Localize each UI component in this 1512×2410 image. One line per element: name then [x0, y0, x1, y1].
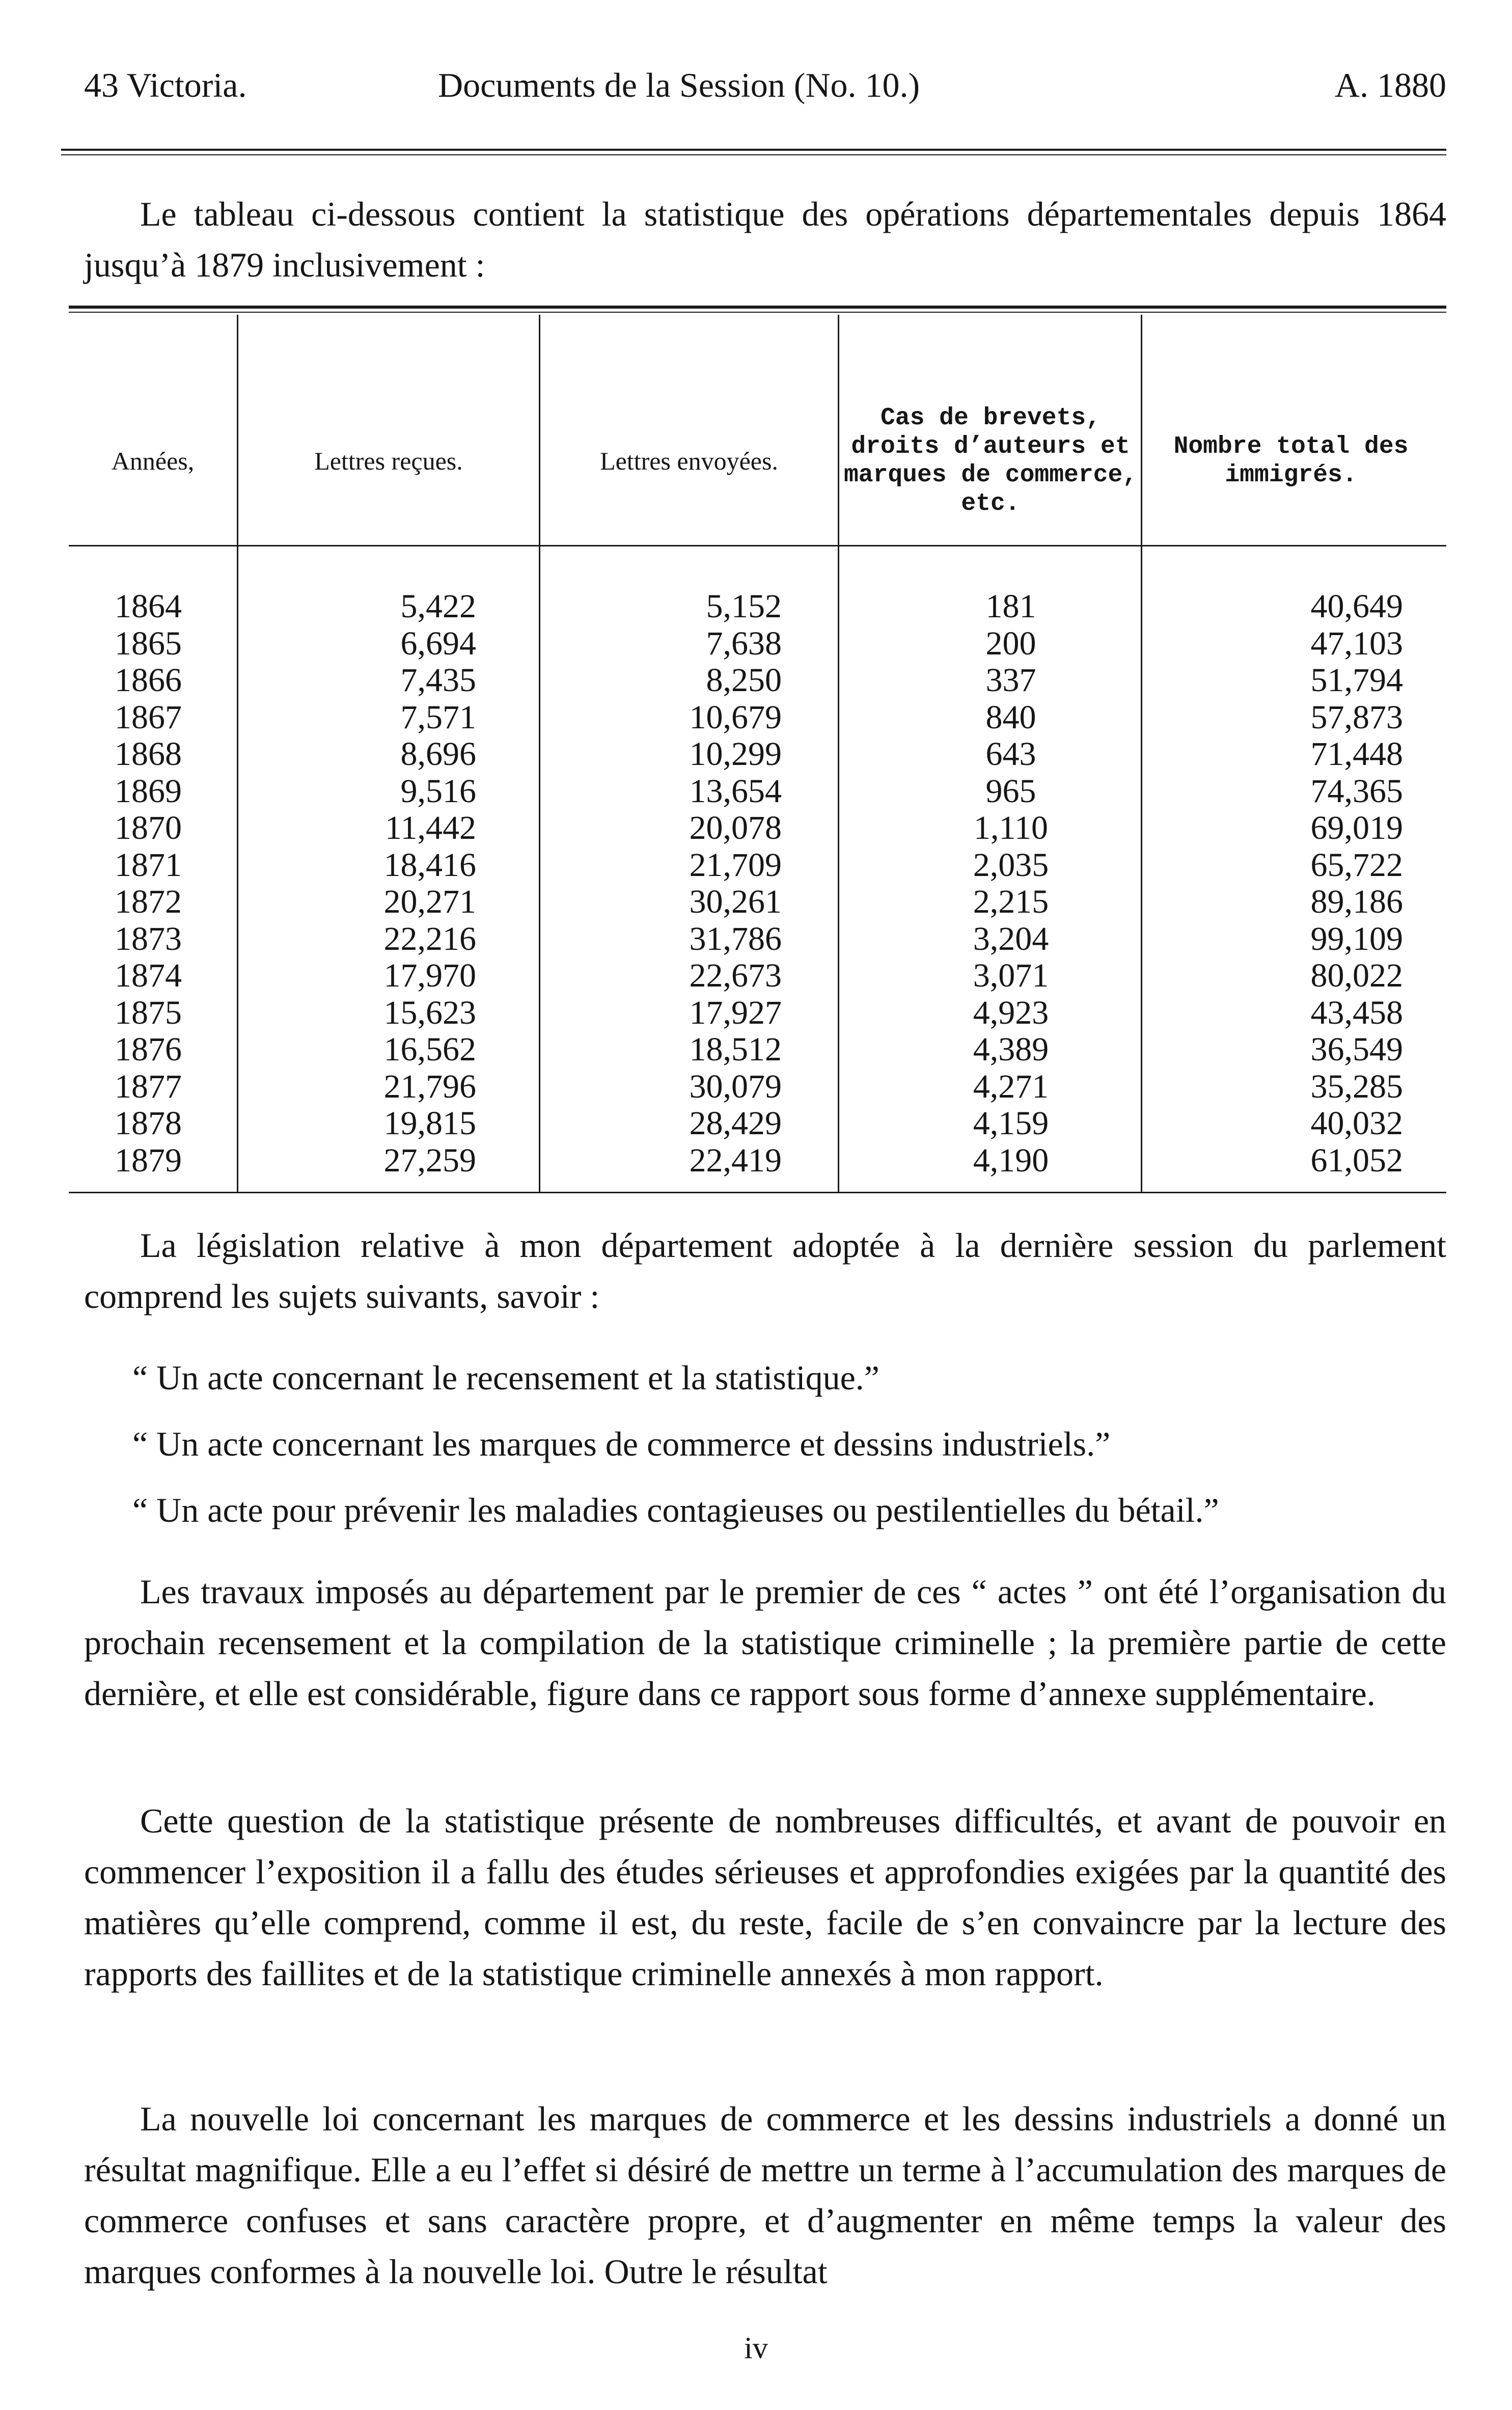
year-cell: 1876 — [115, 1031, 182, 1068]
immigres-cell: 80,022 — [1310, 957, 1403, 994]
immigres-cell: 61,052 — [1310, 1141, 1403, 1179]
immigres-cell: 35,285 — [1310, 1067, 1403, 1105]
quote-acte-recensement: “ Un acte concernant le recensement et la statistique.” — [132, 1358, 879, 1397]
table-top-rule-thin — [69, 312, 1446, 313]
brevets-cell: 1,110 — [973, 809, 1049, 846]
lettres-recues-cell: 7,571 — [400, 698, 476, 736]
column-header-brevets: Cas de brevets, droits d’auteurs et marques de commerce, etc. — [843, 404, 1138, 517]
brevets-cell: 4,389 — [973, 1031, 1049, 1068]
year-cell: 1869 — [115, 772, 182, 810]
lettres-envoyees-cell: 20,078 — [689, 809, 782, 846]
column-header-annees: Années, — [111, 447, 195, 475]
immigres-cell: 65,722 — [1310, 846, 1403, 884]
header-rule-top — [61, 149, 1446, 151]
running-header — [84, 61, 1446, 109]
brevets-cell: 840 — [985, 698, 1036, 736]
lettres-recues-cell: 11,442 — [384, 809, 476, 846]
immigres-cell: 89,186 — [1310, 883, 1403, 920]
year-cell: 1875 — [115, 994, 182, 1031]
lettres-recues-cell: 15,623 — [383, 994, 476, 1031]
lettres-recues-cell: 9,516 — [400, 772, 476, 810]
year-cell: 1865 — [115, 624, 182, 662]
lettres-envoyees-cell: 8,250 — [706, 662, 782, 699]
lettres-envoyees-cell: 22,673 — [689, 957, 782, 994]
legislation-paragraph: La législation relative à mon département adoptée à la dernière session du parlement comprend les sujets suivants, savoir : — [84, 1226, 1446, 1316]
lettres-recues-cell: 22,216 — [383, 920, 476, 957]
brevets-cell: 643 — [985, 735, 1036, 773]
lettres-recues-cell: 20,271 — [383, 883, 476, 920]
year-cell: 1873 — [115, 920, 182, 957]
quote-acte-marques: “ Un acte concernant les marques de commerce et dessins industriels.” — [132, 1425, 1111, 1463]
year-cell: 1870 — [115, 809, 182, 846]
year-cell: 1864 — [115, 588, 182, 625]
lettres-recues-cell: 16,562 — [383, 1031, 476, 1068]
table-bottom-rule — [69, 1192, 1446, 1193]
nouvelle-loi-paragraph: La nouvelle loi concernant les marques de commerce et les dessins industriels a donné un résultat magnifique. Elle a eu l’effet si désiré de mettre un terme à l’accumulation des marques de commerce confuses et sans caractère propre, et d’augmenter en même temps la valeur des marques conformes à la nouvelle loi. Outre le résultat — [84, 2099, 1446, 2291]
table-top-rule — [69, 306, 1446, 309]
lettres-recues-cell: 8,696 — [400, 735, 476, 773]
immigres-cell: 74,365 — [1310, 772, 1403, 810]
lettres-recues-cell: 17,970 — [383, 957, 476, 994]
brevets-cell: 2,215 — [973, 883, 1049, 920]
brevets-cell: 337 — [985, 662, 1036, 699]
brevets-cell: 4,159 — [973, 1105, 1049, 1142]
brevets-cell: 4,190 — [973, 1141, 1049, 1179]
lettres-envoyees-cell: 28,429 — [689, 1105, 782, 1142]
lettres-recues-cell: 5,422 — [400, 588, 476, 625]
year-cell: 1868 — [115, 735, 182, 773]
lettres-envoyees-cell: 5,152 — [706, 588, 782, 625]
immigres-cell: 57,873 — [1310, 698, 1403, 736]
lettres-envoyees-cell: 22,419 — [689, 1141, 782, 1179]
lettres-envoyees-cell: 10,679 — [689, 698, 782, 736]
column-divider — [1141, 315, 1142, 1192]
column-divider — [838, 315, 839, 1192]
year-cell: 1877 — [115, 1067, 182, 1105]
year-cell: 1874 — [115, 957, 182, 994]
lettres-recues-cell: 27,259 — [383, 1141, 476, 1179]
column-brevets — [934, 588, 1087, 1179]
lettres-envoyees-cell: 10,299 — [689, 735, 782, 773]
table-header-rule — [69, 545, 1446, 546]
brevets-cell: 4,271 — [973, 1067, 1049, 1105]
statistique-paragraph: Cette question de la statistique présente de nombreuses difficultés, et avant de pouvoir en commencer l’exposition il a fallu des études sérieuses et approfondies exigées par la quantité des matières qu’elle comprend, comme il est, du reste, facile de s’en convaincre par la lecture des rapports des faillites et de la statistique criminelle annexés à mon rapport. — [84, 1801, 1446, 1993]
column-annees — [115, 588, 216, 1179]
column-header-immigres: Nombre total des immigrés. — [1173, 433, 1409, 489]
immigres-cell: 47,103 — [1310, 624, 1403, 662]
page-folio: iv — [744, 2331, 768, 2365]
header-year: A. 1880 — [1334, 66, 1446, 104]
lettres-envoyees-cell: 21,709 — [689, 846, 782, 884]
header-volume: 43 Victoria. — [84, 66, 247, 104]
year-cell: 1871 — [115, 846, 182, 884]
travaux-paragraph: Les travaux imposés au département par le premier de ces “ actes ” ont été l’organisation du prochain recensement et la compilation de la statistique criminelle ; la première partie de cette dernière, et elle est considérable, figure dans ce rapport sous forme d’annexe supplémentaire. — [84, 1572, 1446, 1713]
lettres-recues-cell: 19,815 — [383, 1105, 476, 1142]
lettres-recues-cell: 18,416 — [383, 846, 476, 884]
quote-acte-maladies: “ Un acte pour prévenir les maladies contagieuses ou pestilentielles du bétail.” — [132, 1491, 1219, 1529]
intro-paragraph: Le tableau ci-dessous contient la statistique des opérations départementales depuis 1864 jusqu’à 1879 inclusivement : — [84, 195, 1446, 284]
year-cell: 1879 — [115, 1141, 182, 1179]
lettres-recues-cell: 7,435 — [400, 662, 476, 699]
lettres-recues-cell: 21,796 — [383, 1067, 476, 1105]
lettres-envoyees-cell: 30,079 — [689, 1067, 782, 1105]
column-immigres — [1235, 588, 1403, 1179]
immigres-cell: 69,019 — [1310, 809, 1403, 846]
lettres-recues-cell: 6,694 — [400, 624, 476, 662]
column-header-lettres-envoyees: Lettres envoyées. — [600, 447, 778, 475]
brevets-cell: 3,071 — [973, 957, 1049, 994]
immigres-cell: 40,649 — [1310, 588, 1403, 625]
immigres-cell: 40,032 — [1310, 1105, 1403, 1142]
column-lettres-envoyees — [629, 588, 782, 1179]
lettres-envoyees-cell: 7,638 — [706, 624, 782, 662]
brevets-cell: 4,923 — [973, 994, 1049, 1031]
lettres-envoyees-cell: 13,654 — [689, 772, 782, 810]
header-rule-bottom — [61, 154, 1446, 155]
year-cell: 1866 — [115, 662, 182, 699]
immigres-cell: 36,549 — [1310, 1031, 1403, 1068]
immigres-cell: 71,448 — [1310, 735, 1403, 773]
year-cell: 1872 — [115, 883, 182, 920]
statistics-table — [69, 306, 1446, 1207]
immigres-cell: 99,109 — [1310, 920, 1403, 957]
column-header-lettres-recues: Lettres reçues. — [314, 447, 463, 475]
brevets-cell: 181 — [985, 588, 1036, 625]
immigres-cell: 51,794 — [1310, 662, 1403, 699]
lettres-envoyees-cell: 31,786 — [689, 920, 782, 957]
lettres-envoyees-cell: 30,261 — [689, 883, 782, 920]
brevets-cell: 200 — [985, 624, 1036, 662]
year-cell: 1878 — [115, 1105, 182, 1142]
brevets-cell: 965 — [985, 772, 1036, 810]
immigres-cell: 43,458 — [1310, 994, 1403, 1031]
header-title: Documents de la Session (No. 10.) — [438, 66, 920, 104]
brevets-cell: 3,204 — [973, 920, 1049, 957]
lettres-envoyees-cell: 18,512 — [689, 1031, 782, 1068]
year-cell: 1867 — [115, 698, 182, 736]
column-lettres-recues — [323, 588, 476, 1179]
brevets-cell: 2,035 — [973, 846, 1049, 884]
lettres-envoyees-cell: 17,927 — [689, 994, 782, 1031]
